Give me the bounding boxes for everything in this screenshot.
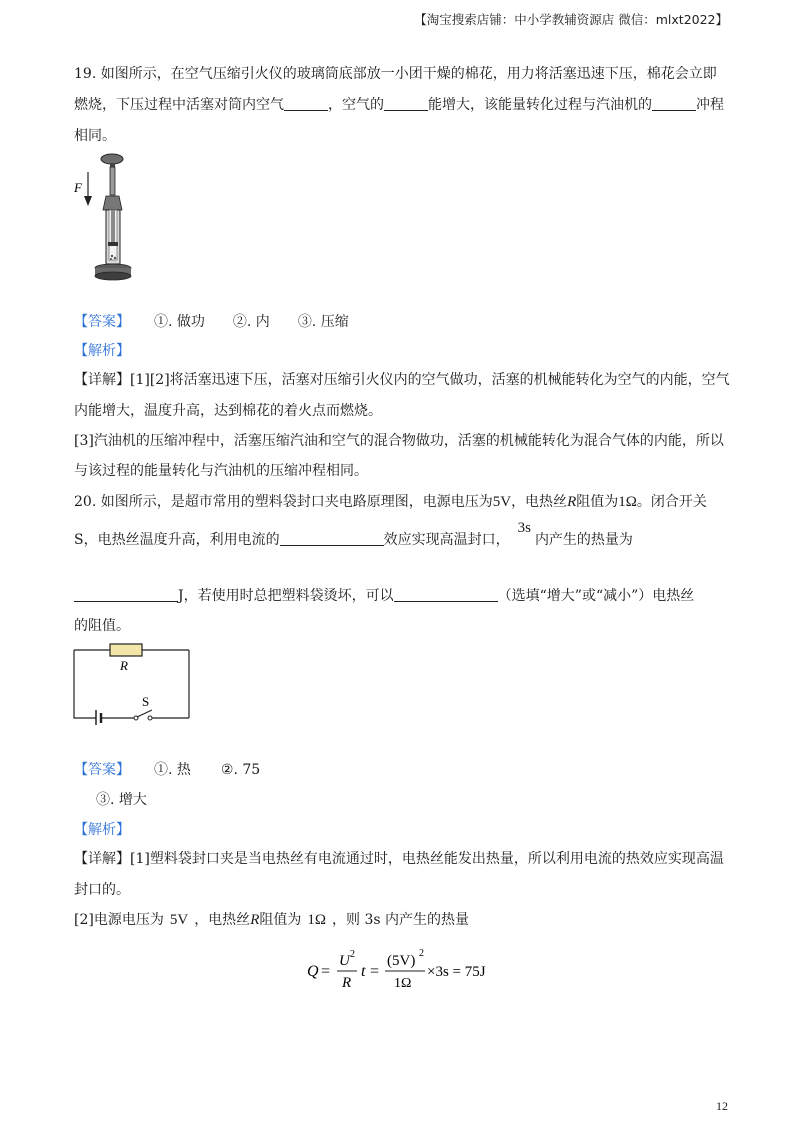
svg-text:t: t: [361, 963, 366, 980]
svg-text:=: =: [321, 963, 331, 980]
q20-blank-1: [280, 532, 384, 546]
q20-answer-3: ③. 增大: [96, 792, 147, 808]
svg-text:1Ω: 1Ω: [394, 976, 412, 991]
svg-text:(5V): (5V): [387, 953, 416, 969]
q20-detail-1a: 【详解】[1]塑料袋封口夹是当电热丝有电流通过时，电热丝能发出热量，所以利用电流的热效应实现高温: [74, 851, 724, 867]
q19-blank-2: [384, 97, 428, 111]
q19-line-1: 19. 如图所示，在空气压缩引火仪的玻璃筒底部放一小团干燥的棉花，用力将活塞迅速下压，棉花会立即: [74, 66, 717, 82]
q19-line-2: 燃烧，下压过程中活塞对筒内空气 ，空气的 能增大，该能量转化过程与汽油机的 冲程: [74, 97, 724, 113]
q20-line-4: 的阻值。: [74, 618, 130, 634]
svg-text:Q: Q: [307, 963, 319, 980]
q19-analysis-tag: 【解析】: [74, 343, 130, 359]
svg-text:2: 2: [350, 949, 355, 960]
q20-detail-2: [2]电源电压为 5V ，电热丝R阻值为 1Ω ，则 3s 内产生的热量: [74, 912, 470, 928]
svg-text:=: =: [370, 963, 380, 980]
q19-detail-1a: 【详解】[1][2]将活塞迅速下压，活塞对压缩引火仪内的空气做功，活塞的机械能转化为空气的内能，空气: [74, 372, 730, 388]
q19-blank-1: [284, 97, 328, 111]
page-number: 12: [716, 1099, 728, 1113]
q19-blank-3: [652, 97, 696, 111]
q20-answer: 【答案】 ①. 热 ②. 75: [74, 762, 261, 778]
q20-analysis-tag: 【解析】: [74, 822, 130, 838]
force-label: F: [74, 180, 82, 195]
svg-text:U: U: [339, 953, 350, 969]
svg-text:×3s = 75J: ×3s = 75J: [427, 964, 486, 980]
resistor-icon: [110, 644, 142, 656]
resistor-label: R: [120, 658, 128, 673]
q19-line-3: 相同。: [74, 128, 116, 144]
q20-line-1: 20. 如图所示，是超市常用的塑料袋封口夹电路原理图，电源电压为5V，电热丝R阻值为1Ω。闭合开关: [74, 494, 707, 510]
svg-text:R: R: [342, 975, 352, 991]
q19-detail-2a: [3]汽油机的压缩冲程中，活塞压缩汽油和空气的混合物做功，活塞的机械能转化为混合气体的内能，所以: [74, 433, 724, 449]
q20-blank-3: [394, 588, 498, 602]
q19-detail-2b: 与该过程的能量转化与汽油机的压缩冲程相同。: [74, 463, 368, 479]
circuit-diagram: [70, 640, 195, 725]
svg-text:2: 2: [419, 948, 424, 959]
q20-line-2: S，电热丝温度升高，利用电流的 效应实现高温封口，3s内产生的热量为: [74, 520, 633, 548]
q19-answer: 【答案】 ①. 做功 ②. 内 ③. 压缩: [74, 314, 349, 330]
q20-line-3: J，若使用时总把塑料袋烫坏，可以 （选填“增大”或“减小”）电热丝: [74, 586, 694, 606]
switch-label: S: [142, 694, 150, 709]
air-compression-igniter-figure: [72, 150, 142, 285]
heat-formula: [305, 945, 505, 995]
q20-blank-2: [74, 588, 178, 602]
q19-detail-1b: 内能增大，温度升高，达到棉花的着火点而燃烧。: [74, 403, 382, 419]
q20-detail-1b: 封口的。: [74, 882, 130, 898]
page-header: 【淘宝搜索店铺：中小学教辅资源店 微信：mlxt2022】: [414, 12, 728, 27]
